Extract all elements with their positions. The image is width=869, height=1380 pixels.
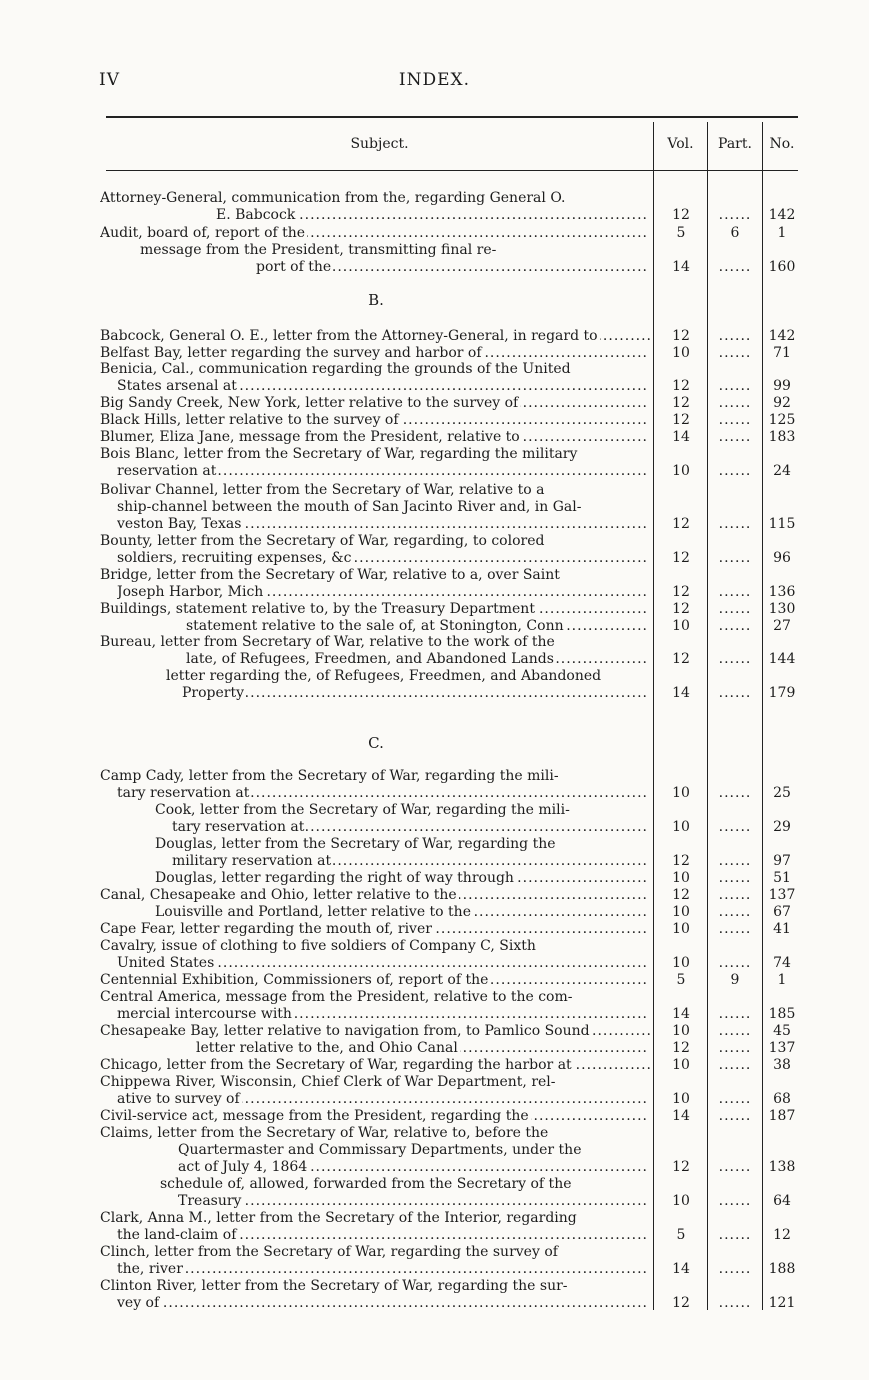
number-cell: 99 [773,378,791,394]
entry-line [100,446,644,463]
part-cell: ...... [718,1159,752,1175]
entry-line [100,1210,644,1227]
volume-cell: 14 [672,1261,690,1277]
entry-text: Bolivar Channel, letter from the Secretary of War, relative to a [100,482,545,498]
part-cell: ...... [718,1006,752,1022]
entry-line [117,1006,648,1023]
entry-text: Clinton River, letter from the Secretary of War, regarding the sur- [100,1278,568,1294]
entry-line [100,989,644,1006]
column-header-subject: Subject. [350,136,409,152]
part-cell: ...... [718,584,752,600]
number-cell: 136 [768,584,796,600]
number-cell: 130 [768,601,796,617]
volume-cell: 12 [672,853,690,869]
entry-line [155,836,644,853]
entry-line [100,1023,652,1040]
volume-cell: 12 [672,550,690,566]
entry-line [100,1108,648,1125]
section-heading: C. [368,734,384,752]
entry-text: Quartermaster and Commissary Departments, under the [178,1142,582,1158]
part-cell: ...... [718,1023,752,1039]
entry-text: tary reservation at [117,785,250,801]
entry-line [100,634,644,651]
part-cell: ...... [718,921,752,937]
entry-line [186,651,648,668]
number-cell: 183 [768,429,796,445]
entry-line [100,1057,652,1074]
number-cell: 138 [768,1159,796,1175]
divider-subject-vol [653,122,654,1310]
entry-text: E. Babcock [216,207,296,223]
entry-text: veston Bay, Texas [117,516,242,532]
entry-line [100,225,648,242]
entry-text: Buildings, statement relative to, by the Treasury Department [100,601,535,617]
number-cell: 160 [768,259,796,275]
entry-line [117,955,648,972]
entry-text: act of July 4, 1864 [178,1159,308,1175]
entry-line [117,1295,648,1312]
entry-line [100,938,644,955]
entry-line [117,499,644,516]
entry-line [100,601,648,618]
volume-cell: 5 [676,1227,686,1243]
entry-line [117,463,648,480]
entry-line [100,429,648,446]
volume-cell: 5 [676,972,686,988]
number-cell: 188 [768,1261,796,1277]
divider-vol-part [707,122,708,1310]
entry-text: mercial intercourse with [117,1006,292,1022]
entry-text: statement relative to the sale of, at Stonington, Conn [186,618,564,634]
entry-line [100,395,648,412]
part-cell: ...... [718,819,752,835]
entry-line [100,533,644,550]
volume-cell: 5 [676,225,686,241]
number-cell: 27 [773,618,791,634]
top-rule [106,116,798,118]
section-heading: B. [368,291,384,309]
entry-line [117,1227,648,1244]
entry-text: Civil-service act, message from the President, regarding the [100,1108,529,1124]
volume-cell: 12 [672,207,690,223]
entry-line [216,207,648,224]
entry-line [117,550,648,567]
part-cell: ...... [718,870,752,886]
number-cell: 97 [773,853,791,869]
entry-text: military reservation at [172,853,332,869]
volume-cell: 14 [672,1108,690,1124]
number-cell: 185 [768,1006,796,1022]
entry-text: port of the [256,259,332,275]
number-cell: 41 [773,921,791,937]
entry-line [166,668,644,685]
part-cell: ...... [718,1040,752,1056]
number-cell: 45 [773,1023,791,1039]
entry-line [178,1159,648,1176]
number-cell: 51 [773,870,791,886]
entry-text: Clark, Anna M., letter from the Secretary of the Interior, regarding [100,1210,577,1226]
entry-text: the land-claim of [117,1227,237,1243]
entry-line [100,361,644,378]
entry-line [172,853,648,870]
entry-text: ative to survey of [117,1091,240,1107]
part-cell: ...... [718,1091,752,1107]
page-title: INDEX. [398,70,471,90]
entry-line [100,567,644,584]
number-cell: 115 [768,516,796,532]
entry-line [100,190,648,207]
volume-cell: 10 [672,618,690,634]
entry-line [117,785,648,802]
volume-cell: 12 [672,328,690,344]
entry-text: Canal, Chesapeake and Ohio, letter relative to the [100,887,457,903]
volume-cell: 12 [672,584,690,600]
entry-text: the, river [117,1261,183,1277]
volume-cell: 10 [672,819,690,835]
entry-text: Cook, letter from the Secretary of War, regarding the mili- [155,802,570,818]
entry-text: Property [182,685,245,701]
entry-line [117,1091,648,1108]
entry-line [100,482,644,499]
entry-text: Big Sandy Creek, New York, letter relative to the survey of [100,395,519,411]
entry-line [100,412,648,429]
volume-cell: 12 [672,378,690,394]
page-header [0,70,869,94]
entry-line [117,378,648,395]
entry-text: Chippewa River, Wisconsin, Chief Clerk of War Department, rel- [100,1074,556,1090]
entry-text: ship-channel between the mouth of San Jacinto River and, in Gal- [117,499,582,515]
entry-line [100,1125,644,1142]
entry-line [100,328,652,345]
entry-line [155,870,648,887]
volume-cell: 12 [672,1040,690,1056]
entry-text: soldiers, recruiting expenses, &c [117,550,352,566]
number-cell: 24 [773,463,791,479]
volume-cell: 10 [672,870,690,886]
entry-text: Claims, letter from the Secretary of War, relative to, before the [100,1125,549,1141]
number-cell: 64 [773,1193,791,1209]
volume-cell: 10 [672,1091,690,1107]
entry-line [182,685,648,702]
entry-text: Blumer, Eliza Jane, message from the President, relative to [100,429,520,445]
part-cell: ...... [718,853,752,869]
entry-text: Cape Fear, letter regarding the mouth of, river [100,921,432,937]
entry-text: Centennial Exhibition, Commissioners of, report of the [100,972,489,988]
part-cell: ...... [718,601,752,617]
number-cell: 67 [773,904,791,920]
part-cell: ...... [718,463,752,479]
entry-line [196,1040,648,1057]
entry-text: Louisville and Portland, letter relative to the [155,904,471,920]
entry-text: letter relative to the, and Ohio Canal [196,1040,458,1056]
number-cell: 71 [773,345,791,361]
number-cell: 38 [773,1057,791,1073]
entry-text: Bois Blanc, letter from the Secretary of War, regarding the military [100,446,578,462]
entry-line [155,802,644,819]
number-cell: 25 [773,785,791,801]
number-cell: 142 [768,207,796,223]
number-cell: 96 [773,550,791,566]
entry-line [100,887,648,904]
part-cell: ...... [718,259,752,275]
entry-line [117,1261,648,1278]
entry-text: Joseph Harbor, Mich [117,584,264,600]
entry-line [100,768,644,785]
volume-cell: 10 [672,463,690,479]
volume-cell: 14 [672,429,690,445]
volume-cell: 10 [672,1057,690,1073]
entry-line [178,1142,644,1159]
entry-text: tary reservation at [172,819,305,835]
column-header-part: Part. [718,136,752,152]
entry-text: letter regarding the, of Refugees, Freedmen, and Abandoned [166,668,602,684]
entry-line [100,972,648,989]
part-cell: 9 [730,972,740,988]
entry-text: Audit, board of, report of the [100,225,306,241]
entry-text: Black Hills, letter relative to the survey of [100,412,399,428]
entry-text: message from the President, transmitting final re- [140,242,497,258]
entry-text: States arsenal at [117,378,237,394]
number-cell: 1 [777,972,787,988]
entry-line [140,242,648,259]
volume-cell: 12 [672,516,690,532]
part-cell: ...... [718,785,752,801]
volume-cell: 14 [672,259,690,275]
part-cell: ...... [718,395,752,411]
number-cell: 74 [773,955,791,971]
number-cell: 121 [768,1295,796,1311]
part-cell: ...... [718,429,752,445]
volume-cell: 12 [672,395,690,411]
part-cell: ...... [718,345,752,361]
part-cell: ...... [718,550,752,566]
volume-cell: 10 [672,785,690,801]
volume-cell: 12 [672,1159,690,1175]
number-cell: 125 [768,412,796,428]
entry-text: Babcock, General O. E., letter from the Attorney-General, in regard to [100,328,598,344]
part-cell: ...... [718,887,752,903]
part-cell: ...... [718,1261,752,1277]
divider-part-no [762,122,763,1310]
entry-line [100,1074,644,1091]
header-bottom-rule [106,170,798,171]
volume-cell: 14 [672,685,690,701]
entry-text: Bounty, letter from the Secretary of War, regarding, to colored [100,533,545,549]
part-cell: ...... [718,412,752,428]
entry-text: United States [117,955,215,971]
number-cell: 1 [777,225,787,241]
part-cell: ...... [718,328,752,344]
volume-cell: 10 [672,904,690,920]
entry-text: Camp Cady, letter from the Secretary of War, regarding the mili- [100,768,559,784]
volume-cell: 10 [672,955,690,971]
entry-line [155,904,648,921]
entry-text: late, of Refugees, Freedmen, and Abandoned Lands [186,651,554,667]
number-cell: 68 [773,1091,791,1107]
part-cell: ...... [718,651,752,667]
entry-text: Clinch, letter from the Secretary of War, regarding the survey of [100,1244,558,1260]
volume-cell: 10 [672,1193,690,1209]
number-cell: 144 [768,651,796,667]
part-cell: ...... [718,378,752,394]
entry-line [160,1176,644,1193]
entry-text: reservation at [117,463,217,479]
part-cell: ...... [718,1108,752,1124]
entry-line [117,516,648,533]
entry-text: Douglas, letter regarding the right of way through [155,870,514,886]
part-cell: ...... [718,955,752,971]
entry-line [100,345,648,362]
volume-cell: 12 [672,1295,690,1311]
column-header-no: No. [769,136,795,152]
number-cell: 12 [773,1227,791,1243]
volume-cell: 12 [672,887,690,903]
entry-text: Chesapeake Bay, letter relative to navigation from, to Pamlico Sound [100,1023,590,1039]
volume-cell: 10 [672,921,690,937]
entry-text: Chicago, letter from the Secretary of War, regarding the harbor at [100,1057,572,1073]
entry-line [256,259,648,276]
entry-text: Attorney-General, communication from the, regarding General O. [100,190,566,206]
entry-text: Treasury [178,1193,242,1209]
entry-text: schedule of, allowed, forwarded from the Secretary of the [160,1176,572,1192]
part-cell: ...... [718,207,752,223]
entry-line [100,1278,644,1295]
entry-line [100,921,648,938]
number-cell: 137 [768,1040,796,1056]
entry-line [100,1244,644,1261]
entry-line [117,584,648,601]
entry-text: Bureau, letter from Secretary of War, relative to the work of the [100,634,555,650]
volume-cell: 10 [672,1023,690,1039]
entry-line [172,819,648,836]
page-number: IV [99,70,120,90]
number-cell: 29 [773,819,791,835]
entry-text: Bridge, letter from the Secretary of War, relative to a, over Saint [100,567,560,583]
part-cell: ...... [718,1057,752,1073]
entry-text: Cavalry, issue of clothing to five soldiers of Company C, Sixth [100,938,536,954]
number-cell: 179 [768,685,796,701]
part-cell: ...... [718,685,752,701]
part-cell: ...... [718,1193,752,1209]
number-cell: 187 [768,1108,796,1124]
part-cell: ...... [718,618,752,634]
entry-text: Central America, message from the President, relative to the com- [100,989,573,1005]
volume-cell: 12 [672,412,690,428]
part-cell: ...... [718,1295,752,1311]
volume-cell: 10 [672,345,690,361]
number-cell: 92 [773,395,791,411]
number-cell: 142 [768,328,796,344]
part-cell: ...... [718,516,752,532]
volume-cell: 12 [672,601,690,617]
entry-line [178,1193,648,1210]
entry-text: Douglas, letter from the Secretary of War, regarding the [155,836,556,852]
volume-cell: 14 [672,1006,690,1022]
volume-cell: 12 [672,651,690,667]
part-cell: ...... [718,904,752,920]
part-cell: 6 [730,225,740,241]
entry-line [186,618,648,635]
number-cell: 137 [768,887,796,903]
part-cell: ...... [718,1227,752,1243]
entry-text: Belfast Bay, letter regarding the survey and harbor of [100,345,482,361]
column-header-vol: Vol. [667,136,694,152]
entry-text: vey of [117,1295,160,1311]
entry-text: Benicia, Cal., communication regarding the grounds of the United [100,361,571,377]
